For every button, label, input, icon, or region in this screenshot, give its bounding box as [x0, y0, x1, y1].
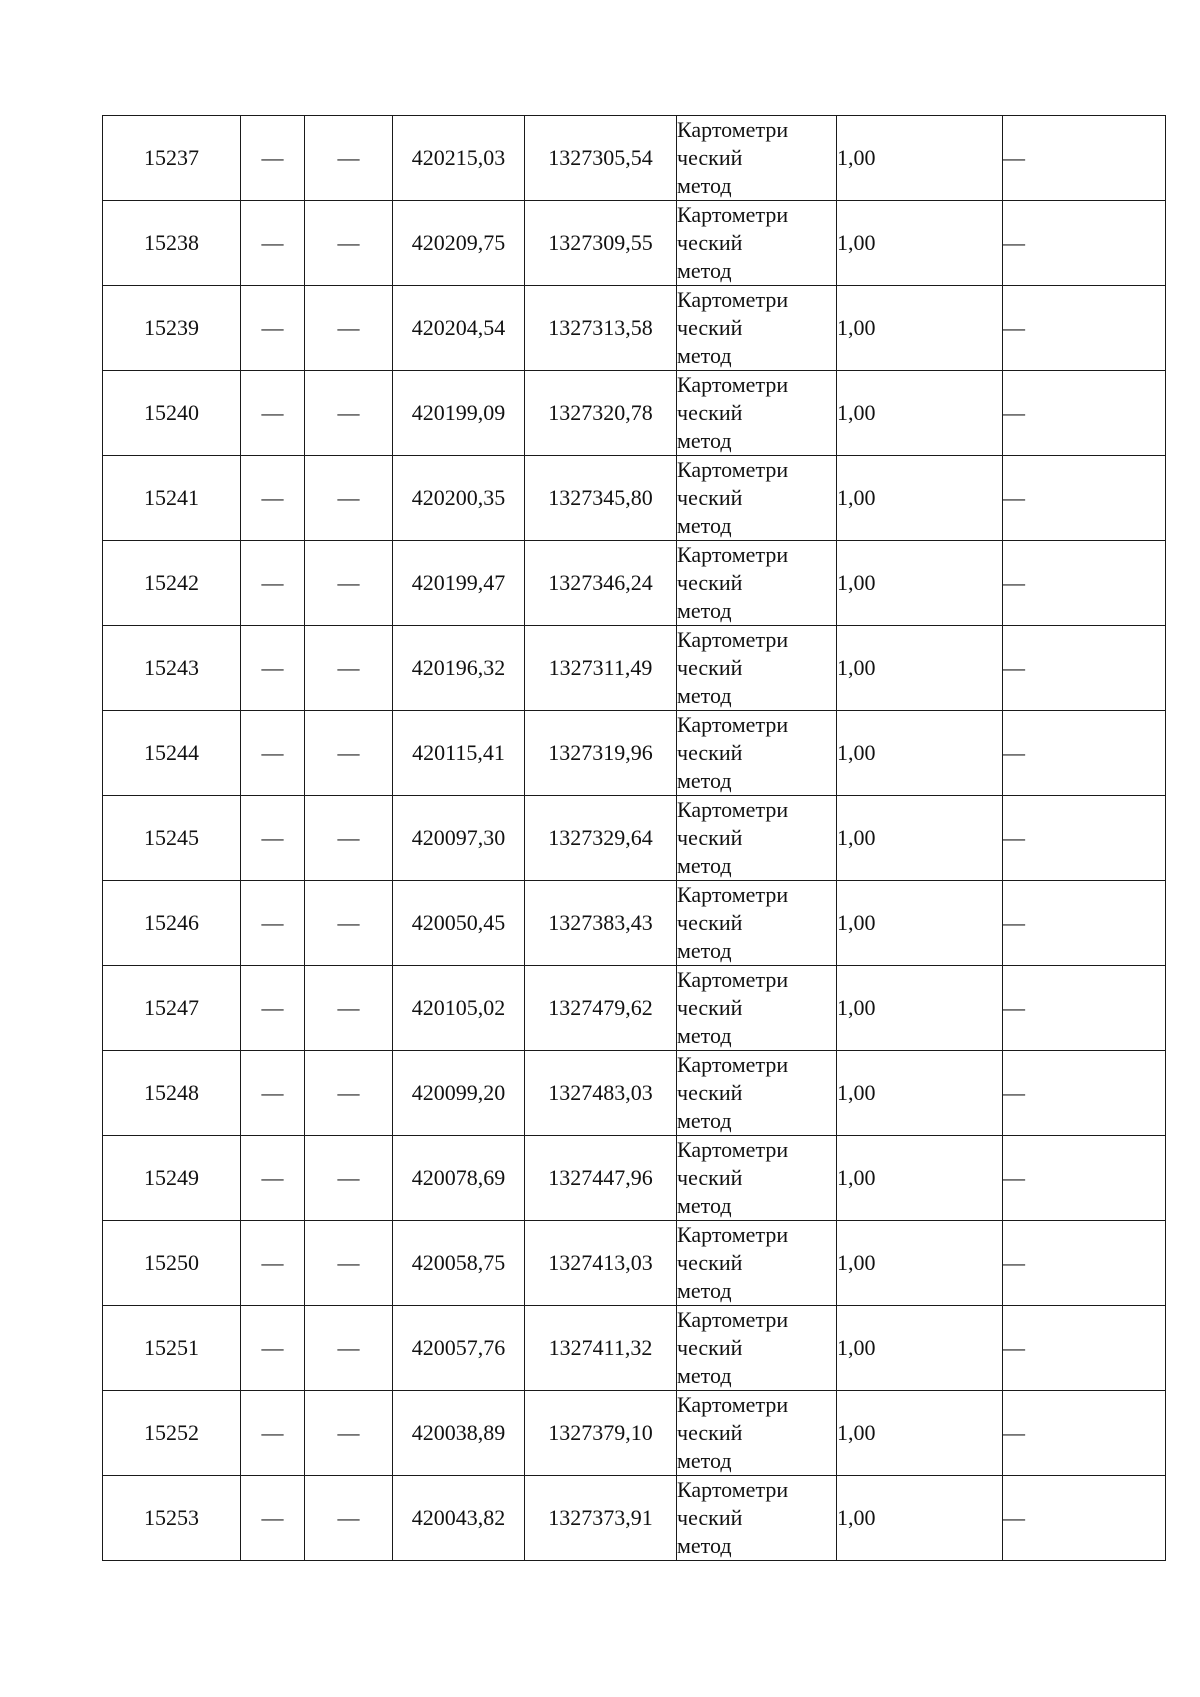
coordinate-y-cell: 1327345,80 [525, 456, 677, 541]
method-cell [677, 541, 837, 626]
empty-value-cell: — [305, 881, 393, 966]
empty-value-cell: — [305, 626, 393, 711]
point-number-cell: 15237 [103, 116, 241, 201]
method-cell [677, 796, 837, 881]
empty-value-cell: — [1003, 626, 1166, 711]
point-number-cell: 15239 [103, 286, 241, 371]
method-text-line: метод [677, 1193, 732, 1218]
method-cell [677, 966, 837, 1051]
empty-value-cell: — [241, 796, 305, 881]
coordinate-x-cell: 420215,03 [393, 116, 525, 201]
method-cell [677, 371, 837, 456]
method-text-line: ческий [677, 910, 743, 935]
method-text-line: Картометри [677, 712, 789, 737]
accuracy-cell: 1,00 [837, 966, 1003, 1051]
empty-value-cell: — [1003, 1391, 1166, 1476]
method-text-line: метод [677, 1363, 732, 1388]
coordinate-x-cell: 420057,76 [393, 1306, 525, 1391]
method-text-line: ческий [677, 315, 743, 340]
method-cell [677, 1306, 837, 1391]
point-number-cell: 15251 [103, 1306, 241, 1391]
empty-value-cell: — [1003, 116, 1166, 201]
method-text-line: ческий [677, 1335, 743, 1360]
method-text-line: метод [677, 343, 732, 368]
accuracy-cell: 1,00 [837, 626, 1003, 711]
empty-value-cell: — [305, 456, 393, 541]
empty-value-cell: — [305, 1221, 393, 1306]
method-text-line: метод [677, 1278, 732, 1303]
method-text-line: метод [677, 768, 732, 793]
method-text-line: ческий [677, 825, 743, 850]
empty-value-cell: — [1003, 286, 1166, 371]
coordinate-x-cell: 420038,89 [393, 1391, 525, 1476]
point-number-cell: 15246 [103, 881, 241, 966]
coordinate-y-cell: 1327379,10 [525, 1391, 677, 1476]
empty-value-cell: — [241, 201, 305, 286]
empty-value-cell: — [305, 1476, 393, 1561]
empty-value-cell: — [241, 711, 305, 796]
coordinate-x-cell: 420199,47 [393, 541, 525, 626]
coordinate-y-cell: 1327320,78 [525, 371, 677, 456]
empty-value-cell: — [305, 116, 393, 201]
coordinate-y-cell: 1327309,55 [525, 201, 677, 286]
method-cell [677, 456, 837, 541]
coordinate-y-cell: 1327346,24 [525, 541, 677, 626]
accuracy-cell: 1,00 [837, 541, 1003, 626]
method-text-line: Картометри [677, 457, 789, 482]
coordinate-x-cell: 420097,30 [393, 796, 525, 881]
method-text-line: ческий [677, 485, 743, 510]
point-number-cell: 15242 [103, 541, 241, 626]
accuracy-cell: 1,00 [837, 116, 1003, 201]
accuracy-cell: 1,00 [837, 371, 1003, 456]
table-row [103, 371, 1166, 456]
point-number-cell: 15245 [103, 796, 241, 881]
method-text-line: Картометри [677, 967, 789, 992]
table-row [103, 711, 1166, 796]
coordinate-x-cell: 420200,35 [393, 456, 525, 541]
empty-value-cell: — [241, 116, 305, 201]
method-text-line: ческий [677, 995, 743, 1020]
method-text-line: ческий [677, 655, 743, 680]
method-text-line: метод [677, 1023, 732, 1048]
accuracy-cell: 1,00 [837, 796, 1003, 881]
method-text-line: метод [677, 598, 732, 623]
table-row [103, 1391, 1166, 1476]
coordinate-y-cell: 1327447,96 [525, 1136, 677, 1221]
empty-value-cell: — [241, 626, 305, 711]
accuracy-cell: 1,00 [837, 1391, 1003, 1476]
accuracy-cell: 1,00 [837, 1136, 1003, 1221]
method-text-line: Картометри [677, 627, 789, 652]
empty-value-cell: — [1003, 796, 1166, 881]
coordinate-y-cell: 1327411,32 [525, 1306, 677, 1391]
coordinate-x-cell: 420058,75 [393, 1221, 525, 1306]
method-text-line: Картометри [677, 202, 789, 227]
table-row [103, 116, 1166, 201]
accuracy-cell: 1,00 [837, 881, 1003, 966]
empty-value-cell: — [305, 1391, 393, 1476]
empty-value-cell: — [241, 1306, 305, 1391]
point-number-cell: 15250 [103, 1221, 241, 1306]
method-text-line: метод [677, 1533, 732, 1558]
empty-value-cell: — [305, 1051, 393, 1136]
method-text-line: ческий [677, 740, 743, 765]
method-text-line: ческий [677, 145, 743, 170]
coordinate-x-cell: 420199,09 [393, 371, 525, 456]
coordinate-y-cell: 1327373,91 [525, 1476, 677, 1561]
table-row [103, 1476, 1166, 1561]
point-number-cell: 15248 [103, 1051, 241, 1136]
method-cell [677, 1391, 837, 1476]
method-text-line: метод [677, 428, 732, 453]
coordinate-y-cell: 1327479,62 [525, 966, 677, 1051]
coordinate-y-cell: 1327413,03 [525, 1221, 677, 1306]
empty-value-cell: — [1003, 1136, 1166, 1221]
point-number-cell: 15243 [103, 626, 241, 711]
empty-value-cell: — [241, 1391, 305, 1476]
method-text-line: Картометри [677, 1477, 789, 1502]
method-text-line: ческий [677, 570, 743, 595]
method-text-line: Картометри [677, 797, 789, 822]
accuracy-cell: 1,00 [837, 1051, 1003, 1136]
method-cell [677, 1136, 837, 1221]
table-row [103, 881, 1166, 966]
coordinate-x-cell: 420099,20 [393, 1051, 525, 1136]
empty-value-cell: — [305, 711, 393, 796]
empty-value-cell: — [305, 1306, 393, 1391]
method-text-line: метод [677, 1108, 732, 1133]
empty-value-cell: — [1003, 371, 1166, 456]
point-number-cell: 15241 [103, 456, 241, 541]
coordinate-y-cell: 1327319,96 [525, 711, 677, 796]
table-row [103, 1136, 1166, 1221]
method-text-line: Картометри [677, 1392, 789, 1417]
point-number-cell: 15240 [103, 371, 241, 456]
method-text-line: Картометри [677, 372, 789, 397]
method-text-line: ческий [677, 1165, 743, 1190]
accuracy-cell: 1,00 [837, 286, 1003, 371]
coordinate-y-cell: 1327311,49 [525, 626, 677, 711]
empty-value-cell: — [1003, 711, 1166, 796]
empty-value-cell: — [1003, 1306, 1166, 1391]
method-cell [677, 286, 837, 371]
point-number-cell: 15247 [103, 966, 241, 1051]
coordinate-x-cell: 420078,69 [393, 1136, 525, 1221]
empty-value-cell: — [1003, 881, 1166, 966]
empty-value-cell: — [241, 1221, 305, 1306]
method-text-line: метод [677, 853, 732, 878]
point-number-cell: 15238 [103, 201, 241, 286]
method-text-line: Картометри [677, 1307, 789, 1332]
method-text-line: ческий [677, 230, 743, 255]
accuracy-cell: 1,00 [837, 1306, 1003, 1391]
coordinate-y-cell: 1327313,58 [525, 286, 677, 371]
coordinate-x-cell: 420209,75 [393, 201, 525, 286]
empty-value-cell: — [241, 881, 305, 966]
coordinate-x-cell: 420204,54 [393, 286, 525, 371]
empty-value-cell: — [1003, 456, 1166, 541]
empty-value-cell: — [305, 1136, 393, 1221]
coordinates-table [102, 115, 1166, 1561]
coordinate-y-cell: 1327383,43 [525, 881, 677, 966]
empty-value-cell: — [305, 541, 393, 626]
empty-value-cell: — [305, 796, 393, 881]
empty-value-cell: — [1003, 1476, 1166, 1561]
table-row [103, 796, 1166, 881]
empty-value-cell: — [241, 371, 305, 456]
method-text-line: Картометри [677, 882, 789, 907]
accuracy-cell: 1,00 [837, 1476, 1003, 1561]
empty-value-cell: — [241, 286, 305, 371]
method-text-line: метод [677, 513, 732, 538]
empty-value-cell: — [1003, 201, 1166, 286]
empty-value-cell: — [305, 371, 393, 456]
method-cell [677, 711, 837, 796]
method-cell [677, 201, 837, 286]
table-row [103, 286, 1166, 371]
empty-value-cell: — [241, 966, 305, 1051]
empty-value-cell: — [1003, 1051, 1166, 1136]
method-cell [677, 626, 837, 711]
table-row [103, 1051, 1166, 1136]
method-cell [677, 1221, 837, 1306]
coordinate-x-cell: 420196,32 [393, 626, 525, 711]
accuracy-cell: 1,00 [837, 1221, 1003, 1306]
method-text-line: метод [677, 683, 732, 708]
accuracy-cell: 1,00 [837, 201, 1003, 286]
method-text-line: метод [677, 258, 732, 283]
coordinate-x-cell: 420043,82 [393, 1476, 525, 1561]
empty-value-cell: — [1003, 541, 1166, 626]
empty-value-cell: — [241, 1136, 305, 1221]
method-text-line: Картометри [677, 117, 789, 142]
empty-value-cell: — [1003, 966, 1166, 1051]
coordinate-x-cell: 420050,45 [393, 881, 525, 966]
method-text-line: ческий [677, 1505, 743, 1530]
method-cell [677, 1051, 837, 1136]
method-text-line: метод [677, 173, 732, 198]
table-row [103, 1306, 1166, 1391]
empty-value-cell: — [305, 201, 393, 286]
method-text-line: Картометри [677, 1052, 789, 1077]
method-cell [677, 1476, 837, 1561]
point-number-cell: 15252 [103, 1391, 241, 1476]
coordinate-y-cell: 1327305,54 [525, 116, 677, 201]
method-text-line: Картометри [677, 1137, 789, 1162]
empty-value-cell: — [241, 541, 305, 626]
method-text-line: Картометри [677, 287, 789, 312]
method-text-line: Картометри [677, 542, 789, 567]
method-text-line: метод [677, 938, 732, 963]
coordinate-x-cell: 420115,41 [393, 711, 525, 796]
point-number-cell: 15249 [103, 1136, 241, 1221]
table-row [103, 626, 1166, 711]
method-text-line: метод [677, 1448, 732, 1473]
coordinate-y-cell: 1327329,64 [525, 796, 677, 881]
method-text-line: ческий [677, 1250, 743, 1275]
table-row [103, 1221, 1166, 1306]
method-cell [677, 116, 837, 201]
method-text-line: ческий [677, 1420, 743, 1445]
table-row [103, 456, 1166, 541]
method-cell [677, 881, 837, 966]
empty-value-cell: — [305, 286, 393, 371]
table-body [103, 116, 1166, 1561]
accuracy-cell: 1,00 [837, 456, 1003, 541]
empty-value-cell: — [241, 1051, 305, 1136]
method-text-line: ческий [677, 1080, 743, 1105]
table-row [103, 541, 1166, 626]
empty-value-cell: — [241, 456, 305, 541]
empty-value-cell: — [1003, 1221, 1166, 1306]
table-row [103, 966, 1166, 1051]
method-text-line: Картометри [677, 1222, 789, 1247]
empty-value-cell: — [241, 1476, 305, 1561]
coordinate-x-cell: 420105,02 [393, 966, 525, 1051]
point-number-cell: 15244 [103, 711, 241, 796]
empty-value-cell: — [305, 966, 393, 1051]
table-row [103, 201, 1166, 286]
accuracy-cell: 1,00 [837, 711, 1003, 796]
coordinate-y-cell: 1327483,03 [525, 1051, 677, 1136]
method-text-line: ческий [677, 400, 743, 425]
point-number-cell: 15253 [103, 1476, 241, 1561]
